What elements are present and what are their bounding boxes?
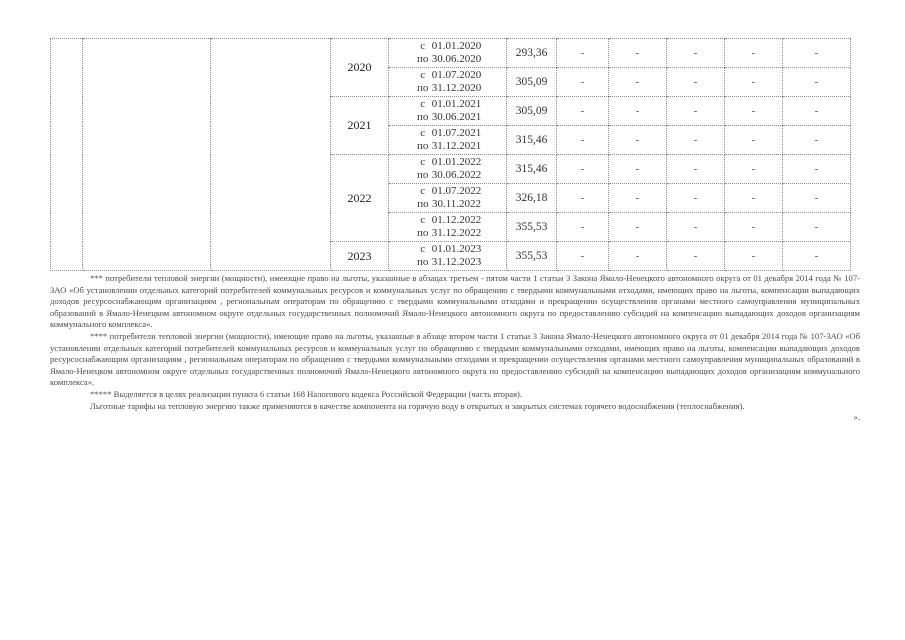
empty-dash-cell: - [667,97,725,126]
period-from-date: 01.07.2020 [431,69,482,81]
period-from-date: 01.12.2022 [431,214,482,226]
tariff-value: 355,53 [507,242,557,271]
empty-dash-cell: - [557,184,609,213]
period-cell [389,39,507,68]
empty-dash-cell: - [725,155,783,184]
period-from-prefix: с [420,40,426,52]
footnote-4star: **** потребители тепловой энергии (мощности), имеющие право на льготы, указанные в абзаце втором части 1 статьи 3 Закона Ямало-Ненецкого автономного округа от 01 декабря 2014 года № 107-ЗАО «Об установлении отдельных категорий потребителей коммунальных ресурсов и коммунальных услуг по обращению с твердыми коммунальными отходами, имеющих право на льготы, компенсации выпадающих доходов ресурсоснабжающим организациям , региональным операторам по обращению с твердыми коммунальными отходами и прекращении осуществления органами местного самоуправления муниципальных образований в Ямало-Ненецком автономном округе отдельных государственных полномочий Ямало-Ненецкого автономного округа по предоставлению субсидий на компенсацию выпадающих доходов организациям коммунального комплекса». [50,330,860,388]
empty-dash-cell: - [783,242,851,271]
empty-dash-cell: - [725,97,783,126]
empty-dash-cell: - [609,213,667,242]
empty-dash-cell: - [725,184,783,213]
empty-dash-cell: - [557,242,609,271]
empty-dash-cell: - [783,155,851,184]
period-to-prefix: по [417,82,429,94]
empty-dash-cell: - [667,242,725,271]
period-cell [389,97,507,126]
empty-dash-cell: - [783,97,851,126]
tariff-value: 315,46 [507,126,557,155]
empty-dash-cell: - [557,97,609,126]
empty-dash-cell: - [667,68,725,97]
empty-dash-cell: - [783,68,851,97]
empty-dash-cell: - [667,39,725,68]
period-to-date: 30.11.2022 [431,198,482,210]
period-to-prefix: по [417,169,429,181]
period-cell [389,126,507,155]
period-cell [389,184,507,213]
period-to-date: 30.06.2021 [431,111,482,123]
empty-dash-cell: - [667,126,725,155]
period-to-prefix: по [417,198,429,210]
tariff-value: 315,46 [507,155,557,184]
period-to-prefix: по [417,227,429,239]
year-cell: 2022 [331,155,389,242]
tariff-value: 355,53 [507,213,557,242]
tariff-value: 326,18 [507,184,557,213]
empty-dash-cell: - [667,155,725,184]
empty-dash-cell: - [725,242,783,271]
period-to-date: 31.12.2023 [431,256,482,268]
period-from-date: 01.07.2021 [431,127,482,139]
period-from-date: 01.01.2023 [431,243,482,255]
document-page [50,38,860,424]
empty-dash-cell: - [609,242,667,271]
empty-dash-cell: - [609,155,667,184]
tariff-table [50,38,851,271]
period-to-date: 31.12.2022 [431,227,482,239]
period-from-prefix: с [420,69,426,81]
period-from-prefix: с [420,243,426,255]
empty-dash-cell: - [609,68,667,97]
table-row [51,39,851,68]
period-cell [389,242,507,271]
period-from-date: 01.01.2022 [431,156,482,168]
merged-cell-2 [83,39,211,271]
period-from-date: 01.07.2022 [431,185,482,197]
empty-dash-cell: - [725,213,783,242]
empty-dash-cell: - [609,97,667,126]
empty-dash-cell: - [557,39,609,68]
tariff-value: 305,09 [507,68,557,97]
year-cell: 2023 [331,242,389,271]
empty-dash-cell: - [783,39,851,68]
period-to-date: 30.06.2020 [431,53,482,65]
year-cell: 2021 [331,97,389,155]
tariff-value: 305,09 [507,97,557,126]
period-from-date: 01.01.2020 [431,40,482,52]
year-cell: 2020 [331,39,389,97]
period-to-prefix: по [417,140,429,152]
period-to-date: 31.12.2020 [431,82,482,94]
period-to-prefix: по [417,53,429,65]
period-to-date: 30.06.2022 [431,169,482,181]
empty-dash-cell: - [725,68,783,97]
footnotes [50,273,860,424]
empty-dash-cell: - [667,184,725,213]
footnote-5star: ***** Выделяется в целях реализации пункта 6 статьи 168 Налогового кодекса Российской Федерации (часть вторая). [90,388,523,399]
empty-dash-cell: - [609,184,667,213]
empty-dash-cell: - [783,213,851,242]
empty-dash-cell: - [783,184,851,213]
footnote-3star: *** потребители тепловой энергии (мощности), имеющие право на льготы, указанные в абзацах третьем - пятом части 1 статьи 3 Закона Ямало-Ненецкого автономного округа от 01 декабря 2014 года № 107-ЗАО «Об установлении отдельных категорий потребителей коммунальных ресурсов и коммунальных услуг по обращению с твердыми коммунальными отходами, имеющих право на льготы, компенсации выпадающих доходов ресурсоснабжающим организациям , региональным операторам по обращению с твердыми коммунальными отходами и прекращении осуществления органами местного самоуправления муниципальных образований в Ямало-Ненецком автономном округе отдельных государственных полномочий Ямало-Ненецкого автономного округа по предоставлению субсидий на компенсацию выпадающих доходов организациям коммунального комплекса». [50,273,860,330]
period-from-prefix: с [420,127,426,139]
period-from-prefix: с [420,98,426,110]
empty-dash-cell: - [557,68,609,97]
period-from-prefix: с [420,185,426,197]
empty-dash-cell: - [557,213,609,242]
period-cell [389,213,507,242]
period-cell [389,68,507,97]
merged-cell-3 [211,39,331,271]
period-cell [389,155,507,184]
period-from-prefix: с [420,214,426,226]
footnote-hot-water: Льготные тарифы на тепловую энергию также применяются в качестве компонента на горячую воду в открытых и закрытых системах горячего водоснабжения (теплоснабжения). [90,400,745,411]
closing-quote: ». [853,412,860,423]
empty-dash-cell: - [725,126,783,155]
period-from-date: 01.01.2021 [431,98,482,110]
period-from-prefix: с [420,156,426,168]
period-to-prefix: по [417,111,429,123]
empty-dash-cell: - [725,39,783,68]
empty-dash-cell: - [557,155,609,184]
empty-dash-cell: - [557,126,609,155]
period-to-prefix: по [417,256,429,268]
merged-cell-1 [51,39,83,271]
empty-dash-cell: - [667,213,725,242]
tariff-value: 293,36 [507,39,557,68]
empty-dash-cell: - [783,126,851,155]
empty-dash-cell: - [609,39,667,68]
period-to-date: 31.12.2021 [431,140,482,152]
empty-dash-cell: - [609,126,667,155]
